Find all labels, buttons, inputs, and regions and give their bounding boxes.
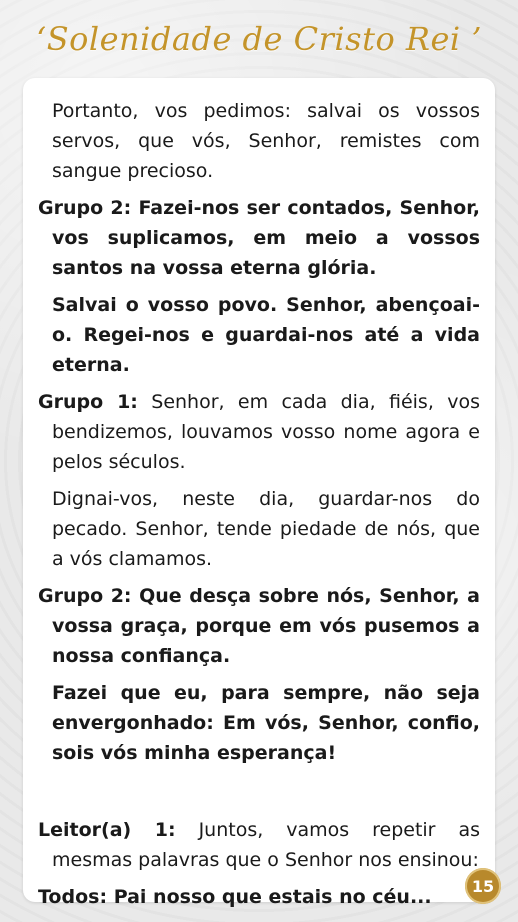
paragraph-3 bbox=[38, 290, 480, 380]
speaker-label: Todos: bbox=[38, 886, 108, 908]
paragraph-text: Pai nosso que estais no céu... bbox=[113, 886, 432, 908]
page-title: ‘Solenidade de Cristo Rei ’ bbox=[36, 20, 482, 58]
speaker-label: Grupo 2: bbox=[38, 585, 132, 607]
paragraph-8 bbox=[38, 815, 480, 875]
paragraph-text: Portanto, vos pedimos: salvai os vossos servos, que vós, Senhor, remistes com sangue precioso. bbox=[52, 100, 480, 182]
paragraph-7 bbox=[38, 678, 480, 768]
paragraph-text: Salvai o vosso povo. Senhor, abençoai-o. Regei-nos e guardai-nos até a vida eterna. bbox=[52, 294, 480, 376]
paragraph-text: Fazei-nos ser contados, Senhor, vos suplicamos, em meio a vossos santos na vossa eterna glória. bbox=[52, 197, 480, 279]
paragraph-text: Dignai-vos, neste dia, guardar-nos do pecado. Senhor, tende piedade de nós, que a vós clamamos. bbox=[52, 488, 480, 570]
speaker-label: Leitor(a) 1: bbox=[38, 819, 176, 841]
speaker-label: Grupo 1: bbox=[38, 391, 138, 413]
speaker-label: Grupo 2: bbox=[38, 197, 132, 219]
paragraph-2 bbox=[38, 193, 480, 283]
paragraph-6 bbox=[38, 581, 480, 671]
paragraph-text: Que desça sobre nós, Senhor, a vossa graça, porque em vós pusemos a nossa confiança. bbox=[52, 585, 480, 667]
paragraph-text: Fazei que eu, para sempre, não seja envergonhado: Em vós, Senhor, confio, sois vós minha esperança! bbox=[52, 682, 480, 764]
paragraph-1 bbox=[38, 96, 480, 186]
page-number-badge: 15 bbox=[465, 868, 501, 904]
liturgy-text bbox=[38, 96, 480, 919]
paragraph-5 bbox=[38, 484, 480, 574]
spacer bbox=[38, 775, 480, 815]
paragraph-text: Senhor, em cada dia, fiéis, vos bendizemos, louvamos vosso nome agora e pelos séculos. bbox=[52, 391, 480, 473]
paragraph-9 bbox=[38, 882, 480, 912]
paragraph-4 bbox=[38, 387, 480, 477]
paragraph-text: Juntos, vamos repetir as mesmas palavras que o Senhor nos ensinou: bbox=[52, 819, 481, 871]
